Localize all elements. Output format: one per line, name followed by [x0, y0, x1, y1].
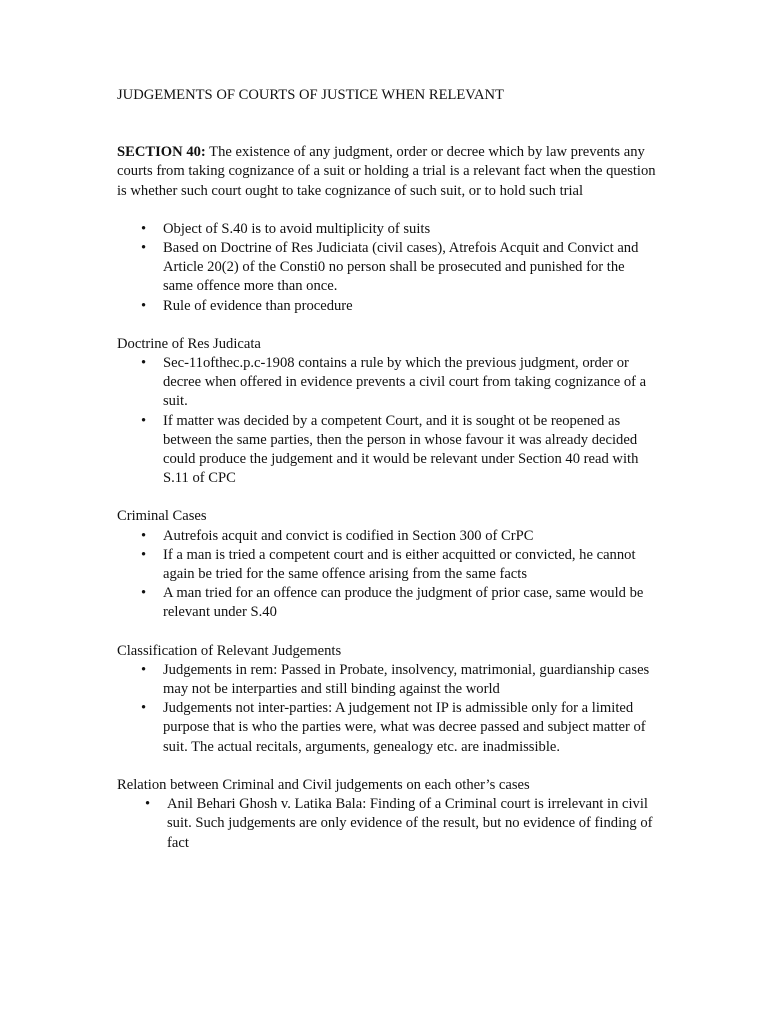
list-item	[117, 412, 657, 489]
bullet-icon: •	[141, 700, 147, 717]
section-heading-classification: Classification of Relevant Judgements	[117, 642, 342, 659]
bullet-icon: •	[141, 546, 147, 563]
list-item	[117, 795, 657, 853]
bullet-icon: •	[141, 527, 147, 544]
document-page	[117, 86, 657, 872]
list-item-text: Rule of evidence than procedure	[163, 297, 353, 314]
list-item-text: If matter was decided by a competent Court, and it is sought ot be reopened as between the same parties, then the person in whose favour it was already decided could produce the judgement and it would be relevant under Section 40 read with S.11 of CPC	[163, 412, 639, 487]
res-judicata-bullet-list	[117, 354, 657, 488]
bullet-icon: •	[141, 297, 147, 314]
list-item	[117, 699, 657, 757]
list-item-text: Object of S.40 is to avoid multiplicity of suits	[163, 220, 431, 237]
list-item-text: Sec-11ofthec.p.c-1908 contains a rule by which the previous judgment, order or decree when offered in evidence prevents a civil court from taking cognizance of a suit.	[163, 355, 647, 410]
bullet-icon: •	[141, 661, 147, 678]
list-item-text: Autrefois acquit and convict is codified in Section 300 of CrPC	[163, 527, 534, 544]
bullet-icon: •	[141, 240, 147, 257]
list-item	[117, 527, 657, 546]
list-item	[117, 297, 657, 316]
criminal-cases-bullet-list	[117, 527, 657, 623]
list-item	[117, 220, 657, 239]
criminal-civil-bullet-list	[117, 795, 657, 853]
section-40-text: The existence of any judgment, order or decree which by law prevents any courts from taking cognizance of a suit or holding a trial is a relevant fact when the question is whether such court ought to take cognizance of such suit, or to hold such trial	[117, 144, 656, 199]
list-item-text: If a man is tried a competent court and is either acquitted or convicted, he cannot again be tried for the same offence arising from the same facts	[163, 546, 636, 583]
list-item-text: A man tried for an offence can produce the judgment of prior case, same would be relevant under S.40	[163, 585, 644, 621]
bullet-icon: •	[145, 796, 151, 813]
section-heading-criminal-civil-relation: Relation between Criminal and Civil judgements on each other’s cases	[117, 776, 530, 793]
intro-bullet-list	[117, 220, 657, 316]
section-heading-res-judicata: Doctrine of Res Judicata	[117, 335, 261, 352]
bullet-icon: •	[141, 355, 147, 372]
bullet-icon: •	[141, 220, 147, 237]
bullet-icon: •	[141, 585, 147, 602]
section-40-paragraph	[117, 143, 657, 201]
list-item	[117, 584, 657, 622]
list-item	[117, 239, 657, 297]
section-heading-criminal-cases: Criminal Cases	[117, 508, 207, 525]
list-item-text: Judgements not inter-parties: A judgement not IP is admissible only for a limited purpose that is who the parties were, what was decree passed and subject matter of suit. The actual recitals, arguments, genealogy etc. are inadmissible.	[163, 700, 646, 755]
document-title: JUDGEMENTS OF COURTS OF JUSTICE WHEN RELEVANT	[117, 87, 504, 103]
section-40-label: SECTION 40:	[117, 144, 206, 161]
classification-bullet-list	[117, 661, 657, 757]
list-item-text: Judgements in rem: Passed in Probate, insolvency, matrimonial, guardianship cases may not be interparties and still binding against the world	[163, 661, 650, 698]
list-item-text: Based on Doctrine of Res Judiciata (civil cases), Atrefois Acquit and Convict and Article 20(2) of the Consti0 no person shall be prosecuted and punished for the same offence more than once.	[163, 240, 639, 295]
bullet-icon: •	[141, 412, 147, 429]
list-item	[117, 661, 657, 699]
list-item	[117, 354, 657, 412]
list-item	[117, 546, 657, 584]
list-item-text: Anil Behari Ghosh v. Latika Bala: Finding of a Criminal court is irrelevant in civil suit. Such judgements are only evidence of the result, but no evidence of finding of fact	[167, 796, 653, 851]
